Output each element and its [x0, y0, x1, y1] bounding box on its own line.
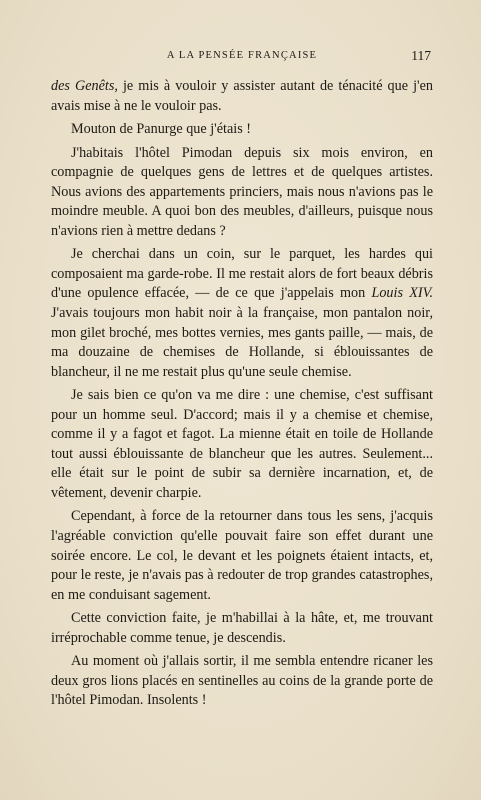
paragraph-1 — [51, 77, 433, 116]
page-number: 117 — [411, 48, 431, 63]
running-head — [51, 48, 433, 66]
paragraph-7: Cette conviction faite, je m'habillai à la hâte, et, me trouvant irréprochable comme tenue, je descendis. — [51, 610, 433, 646]
paragraph-1-text: je mis à vouloir y assister autant de ténacité que j'en avais mise à ne le vouloir pas. — [51, 78, 433, 114]
italic-title-genets: des Genêts, — [51, 78, 118, 94]
paragraph-8: Au moment où j'allais sortir, il me sembla entendre ricaner les deux gros lions placés en sentinelles au coins de la grande porte de l'hôtel Pimodan. Insolents ! — [51, 653, 433, 709]
paragraph-3: J'habitais l'hôtel Pimodan depuis six mois environ, en compagnie de quelques gens de lettres et de quelques artistes. Nous avions des appartements princiers, mais nous n'avions pas le moindre meuble. A quoi bon des meubles, d'ailleurs, puisque nous n'avions rien à mettre dedans ? — [51, 144, 433, 239]
paragraph-2: Mouton de Panurge que j'étais ! — [71, 121, 251, 138]
body-text — [51, 77, 433, 715]
paragraph-6: Cependant, à force de la retourner dans tous les sens, j'acquis l'agréable conviction qu'elle pouvait faire son effet durant une soirée encore. Le col, le devant et les poignets étaient intacts, et, pour le reste, je n'avais pas à redouter de trop grandes catastrophes, en me conduisant sagement. — [51, 508, 433, 603]
paragraph-5: Je sais bien ce qu'on va me dire : une chemise, c'est suffisant pour un homme seul. D'accord; mais il y a chemise et chemise, comme il y a fagot et fagot. La mienne était en toile de Hollande tout aussi éblouissante de blancheur que les autres. Seulement... elle était sur le point de subir sa dernière incarnation, et, de vêtement, devenir charpie. — [51, 387, 433, 501]
paragraph-4 — [51, 245, 433, 382]
paragraph-4-text-after: J'avais toujours mon habit noir à la française, mon pantalon noir, mon gilet broché, mes bottes vernies, mes gants paille, — mais, de ma douzaine de chemises de Hollande, si éblouissantes de blancheur, il ne me restait plus qu'une seule chemise. — [51, 305, 433, 380]
paragraph-4-text-before: Je cherchai dans un coin, sur le parquet, les hardes qui composaient ma garde-robe. Il me restait alors de fort beaux débris d'une opulence effacée, — de ce que j'appelais mon — [51, 246, 433, 302]
italic-louis-xiv: Louis XIV. — [371, 285, 433, 302]
running-title: A LA PENSÉE FRANÇAISE — [166, 50, 318, 61]
